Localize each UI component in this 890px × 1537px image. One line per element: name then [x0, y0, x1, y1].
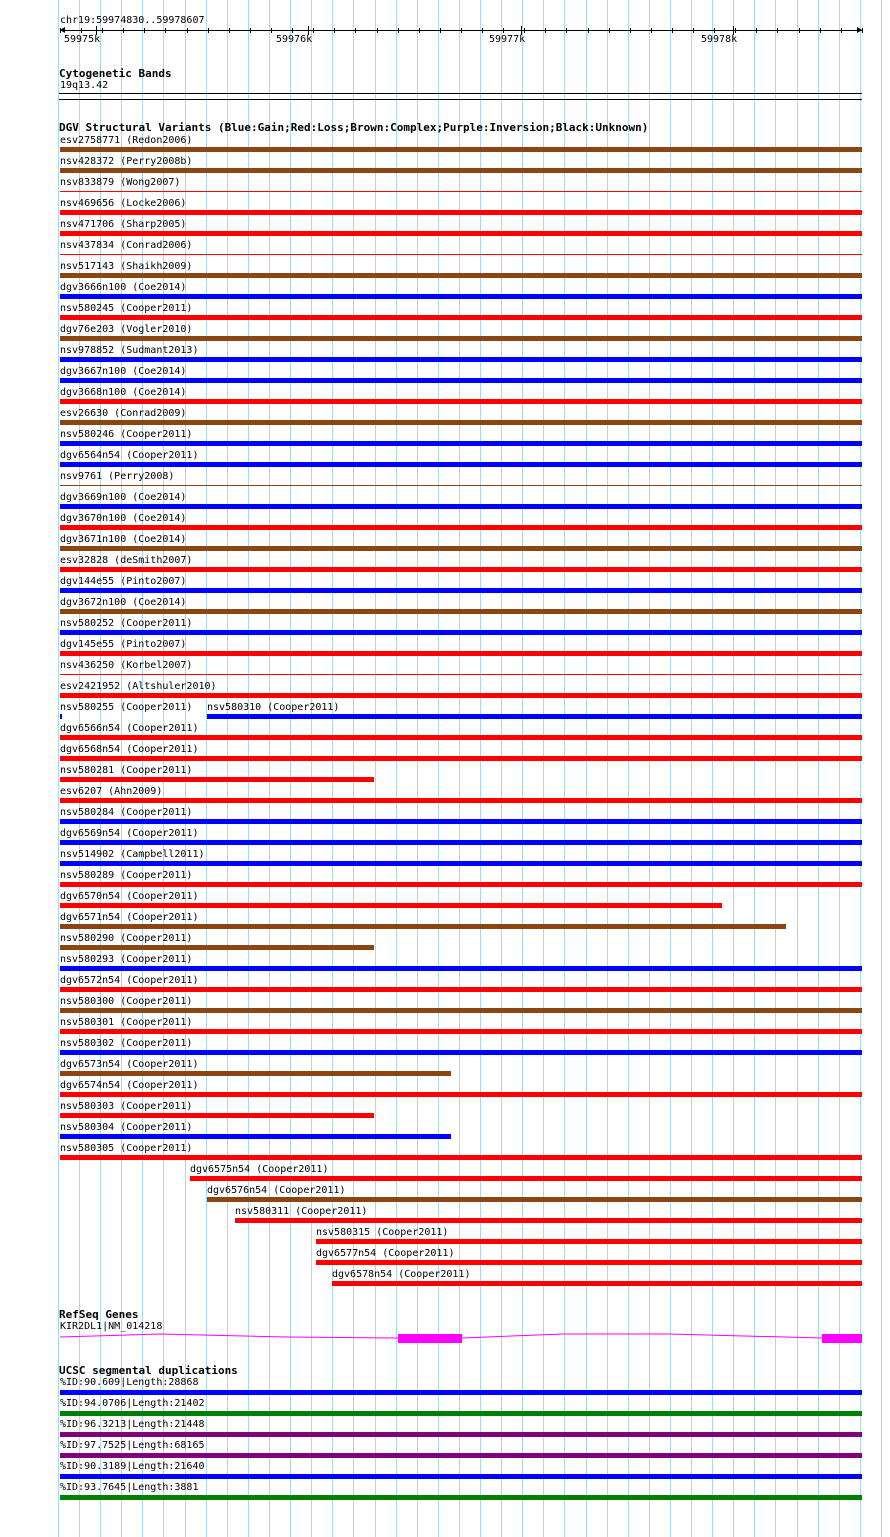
variant-label[interactable]: nsv428372 (Perry2008b) [60, 156, 193, 167]
ruler-minor-tick [524, 28, 525, 33]
variant-label[interactable]: nsv580245 (Cooper2011) [60, 303, 193, 314]
variant-bar[interactable] [60, 147, 862, 152]
ruler-minor-tick [229, 28, 230, 33]
ruler-minor-tick [313, 28, 314, 33]
variant-label[interactable]: dgv3666n100 (Coe2014) [60, 282, 187, 293]
variant-label[interactable]: nsv978852 (Sudmant2013) [60, 345, 199, 356]
variant-bar[interactable] [60, 420, 862, 425]
ruler-minor-tick [545, 28, 546, 33]
variant-bar[interactable] [207, 714, 862, 719]
variant-bar[interactable] [60, 1008, 862, 1013]
variant-bar[interactable] [60, 924, 786, 929]
variant-label[interactable]: dgv6571n54 (Cooper2011) [60, 912, 199, 923]
variant-bar[interactable] [60, 441, 862, 446]
variant-bar[interactable] [60, 756, 862, 761]
variant-label[interactable]: nsv517143 (Shaikh2009) [60, 261, 193, 272]
variant-bar[interactable] [332, 1281, 862, 1286]
variant-label[interactable]: nsv514902 (Campbell2011) [60, 849, 205, 860]
variant-label[interactable]: nsv580303 (Cooper2011) [60, 1101, 193, 1112]
variant-label[interactable]: dgv145e55 (Pinto2007) [60, 639, 187, 650]
ruler-minor-tick [735, 28, 736, 33]
ruler-tick-label: 59976k [276, 34, 313, 45]
ruler-minor-tick [693, 28, 694, 33]
variant-bar[interactable] [60, 1050, 862, 1055]
ruler-tick-label: 59978k [701, 34, 738, 45]
variant-label[interactable]: dgv6578n54 (Cooper2011) [332, 1269, 471, 1280]
variant-bar[interactable] [235, 1218, 862, 1223]
segdup-bar[interactable] [60, 1432, 862, 1437]
variant-bar[interactable] [60, 1134, 451, 1139]
variant-bar[interactable] [60, 273, 862, 278]
variant-label[interactable]: dgv6572n54 (Cooper2011) [60, 975, 199, 986]
variant-bar[interactable] [60, 1155, 862, 1160]
variant-label[interactable]: nsv833879 (Wong2007) [60, 177, 181, 188]
variant-bar[interactable] [60, 357, 862, 362]
ruler-minor-tick [588, 28, 589, 33]
ruler-minor-tick [271, 28, 272, 33]
variant-label[interactable]: dgv6574n54 (Cooper2011) [60, 1080, 199, 1091]
variant-bar[interactable] [60, 294, 862, 299]
ruler-minor-tick [398, 28, 399, 33]
variant-bar[interactable] [60, 945, 374, 950]
variant-bar[interactable] [60, 399, 862, 404]
variant-bar[interactable] [316, 1260, 862, 1265]
variant-bar[interactable] [60, 609, 862, 614]
variant-bar[interactable] [60, 1071, 451, 1076]
ruler-minor-tick [292, 28, 293, 33]
variant-label[interactable]: nsv436250 (Korbel2007) [60, 660, 193, 671]
cytoband-track-title: Cytogenetic Bands [59, 67, 172, 80]
variant-bar[interactable] [60, 588, 862, 593]
variant-label[interactable]: dgv6570n54 (Cooper2011) [60, 891, 199, 902]
variant-bar[interactable] [60, 315, 862, 320]
variant-label[interactable]: dgv3667n100 (Coe2014) [60, 366, 187, 377]
variant-label[interactable]: nsv580246 (Cooper2011) [60, 429, 193, 440]
dgv-track-title: DGV Structural Variants (Blue:Gain;Red:Loss;Brown:Complex;Purple:Inversion;Black:Unknown) [59, 121, 649, 134]
variant-label[interactable]: nsv580293 (Cooper2011) [60, 954, 193, 965]
variant-label[interactable]: dgv3668n100 (Coe2014) [60, 387, 187, 398]
ruler-minor-tick [102, 28, 103, 33]
variant-label[interactable]: dgv76e203 (Vogler2010) [60, 324, 193, 335]
variant-label[interactable]: nsv580304 (Cooper2011) [60, 1122, 193, 1133]
ruler-minor-tick [651, 28, 652, 33]
variant-bar[interactable] [60, 504, 862, 509]
variant-bar[interactable] [60, 903, 722, 908]
ruler-minor-tick [714, 28, 715, 33]
ruler-minor-tick [862, 28, 863, 33]
cytoband-label: 19q13.42 [60, 80, 109, 91]
variant-bar[interactable] [60, 819, 862, 824]
segdup-label[interactable]: %ID:97.7525|Length:68165 [60, 1440, 205, 1451]
variant-bar[interactable] [60, 485, 862, 486]
variant-label[interactable]: dgv6575n54 (Cooper2011) [190, 1164, 329, 1175]
variant-label[interactable]: dgv6576n54 (Cooper2011) [207, 1185, 346, 1196]
ruler-minor-tick [377, 28, 378, 33]
segdup-bar[interactable] [60, 1453, 862, 1458]
variant-bar[interactable] [60, 693, 862, 698]
variant-bar[interactable] [60, 651, 862, 656]
variant-bar[interactable] [60, 1092, 862, 1097]
ruler-tick-label: 59977k [489, 34, 526, 45]
ruler-minor-tick [609, 28, 610, 33]
variant-bar[interactable] [60, 1029, 862, 1034]
ruler-minor-tick [503, 28, 504, 33]
segdup-bar[interactable] [60, 1411, 862, 1416]
variant-label[interactable]: nsv580252 (Cooper2011) [60, 618, 193, 629]
cytoband-line-bottom [59, 99, 862, 100]
variant-label[interactable]: nsv580289 (Cooper2011) [60, 870, 193, 881]
variant-bar[interactable] [60, 462, 862, 467]
variant-label[interactable]: dgv3669n100 (Coe2014) [60, 492, 187, 503]
variant-label[interactable]: esv26630 (Conrad2009) [60, 408, 187, 419]
variant-label[interactable]: nsv580315 (Cooper2011) [316, 1227, 449, 1238]
ruler-minor-tick [355, 28, 356, 33]
variant-label[interactable]: esv32828 (deSmith2007) [60, 555, 193, 566]
variant-label[interactable]: nsv580301 (Cooper2011) [60, 1017, 193, 1028]
ruler-minor-tick [841, 28, 842, 33]
ruler-minor-tick [165, 28, 166, 33]
segdup-bar[interactable] [60, 1474, 862, 1479]
ruler-tick-label: 59975k [64, 34, 101, 45]
variant-label[interactable]: dgv3671n100 (Coe2014) [60, 534, 187, 545]
variant-label[interactable]: nsv580255 (Cooper2011) [60, 702, 193, 713]
variant-label[interactable]: dgv3672n100 (Coe2014) [60, 597, 187, 608]
segdup-label[interactable]: %ID:96.3213|Length:21448 [60, 1419, 205, 1430]
segdup-label[interactable]: %ID:94.0706|Length:21402 [60, 1398, 205, 1409]
variant-label[interactable]: nsv580284 (Cooper2011) [60, 807, 193, 818]
variant-bar[interactable] [60, 987, 862, 992]
ruler-minor-tick [81, 28, 82, 33]
ruler-minor-tick [144, 28, 145, 33]
variant-bar[interactable] [60, 714, 62, 719]
variant-label[interactable]: dgv6564n54 (Cooper2011) [60, 450, 199, 461]
variant-bar[interactable] [60, 882, 862, 887]
cytoband-line-top [59, 93, 862, 94]
variant-label[interactable]: nsv580302 (Cooper2011) [60, 1038, 193, 1049]
variant-label[interactable]: nsv580290 (Cooper2011) [60, 933, 193, 944]
variant-bar[interactable] [60, 546, 862, 551]
segdup-bar[interactable] [60, 1495, 862, 1500]
variant-label[interactable]: dgv6566n54 (Cooper2011) [60, 723, 199, 734]
ruler-minor-tick [630, 28, 631, 33]
segdup-bar[interactable] [60, 1390, 862, 1395]
variant-label[interactable]: nsv580281 (Cooper2011) [60, 765, 193, 776]
variant-label[interactable]: dgv3670n100 (Coe2014) [60, 513, 187, 524]
ruler-minor-tick [250, 28, 251, 33]
variant-bar[interactable] [60, 840, 862, 845]
variant-label[interactable]: nsv469656 (Locke2006) [60, 198, 187, 209]
variant-bar[interactable] [60, 567, 862, 572]
variant-label[interactable]: dgv6577n54 (Cooper2011) [316, 1248, 455, 1259]
segdup-track-title: UCSC segmental duplications [59, 1364, 238, 1377]
ruler-left-arrow [60, 27, 65, 33]
ruler-minor-tick [334, 28, 335, 33]
ruler-minor-tick [440, 28, 441, 33]
ruler-minor-tick [482, 28, 483, 33]
variant-bar[interactable] [60, 674, 862, 675]
variant-bar[interactable] [60, 254, 862, 255]
ruler-minor-tick [777, 28, 778, 33]
variant-label[interactable]: nsv580300 (Cooper2011) [60, 996, 193, 1007]
variant-bar[interactable] [60, 798, 862, 803]
gene-label[interactable]: KIR2DL1|NM_014218 [60, 1321, 163, 1332]
variant-bar[interactable] [60, 525, 862, 530]
ruler-minor-tick [799, 28, 800, 33]
variant-bar[interactable] [190, 1176, 862, 1181]
variant-label[interactable]: dgv6573n54 (Cooper2011) [60, 1059, 199, 1070]
variant-label[interactable]: dgv6569n54 (Cooper2011) [60, 828, 199, 839]
variant-label[interactable]: nsv471706 (Sharp2005) [60, 219, 187, 230]
segdup-label[interactable]: %ID:90.3189|Length:21640 [60, 1461, 205, 1472]
variant-bar[interactable] [60, 231, 862, 236]
refseq-track-title: RefSeq Genes [59, 1308, 139, 1321]
ruler-minor-tick [672, 28, 673, 33]
variant-bar[interactable] [60, 966, 862, 971]
variant-label[interactable]: nsv580310 (Cooper2011) [207, 702, 340, 713]
variant-bar[interactable] [316, 1239, 862, 1244]
variant-bar[interactable] [60, 1113, 374, 1118]
ruler-minor-tick [419, 28, 420, 33]
gene-exon[interactable] [822, 1334, 862, 1343]
variant-bar[interactable] [60, 630, 862, 635]
gene-exon[interactable] [398, 1334, 462, 1343]
ruler-minor-tick [820, 28, 821, 33]
ruler-minor-tick [566, 28, 567, 33]
variant-bar[interactable] [207, 1197, 862, 1202]
ruler-right-arrow [857, 27, 862, 33]
variant-label[interactable]: esv6207 (Ahn2009) [60, 786, 163, 797]
variant-bar[interactable] [60, 168, 862, 173]
segdup-label[interactable]: %ID:93.7645|Length:3881 [60, 1482, 199, 1493]
variant-label[interactable]: nsv580305 (Cooper2011) [60, 1143, 193, 1154]
ruler-minor-tick [187, 28, 188, 33]
variant-label[interactable]: nsv9761 (Perry2008) [60, 471, 175, 482]
variant-label[interactable]: esv2421952 (Altshuler2010) [60, 681, 217, 692]
ruler-minor-tick [123, 28, 124, 33]
ruler-minor-tick [461, 28, 462, 33]
variant-bar[interactable] [60, 861, 862, 866]
variant-label[interactable]: nsv437834 (Conrad2006) [60, 240, 193, 251]
ruler-minor-tick [208, 28, 209, 33]
variant-bar[interactable] [60, 735, 862, 740]
variant-bar[interactable] [60, 777, 374, 782]
segdup-label[interactable]: %ID:90.609|Length:28868 [60, 1377, 199, 1388]
variant-bar[interactable] [60, 191, 862, 192]
variant-label[interactable]: dgv144e55 (Pinto2007) [60, 576, 187, 587]
variant-label[interactable]: nsv580311 (Cooper2011) [235, 1206, 368, 1217]
genome-position: chr19:59974830..59978607 [60, 15, 205, 26]
variant-bar[interactable] [60, 378, 862, 383]
variant-bar[interactable] [60, 210, 862, 215]
ruler-minor-tick [756, 28, 757, 33]
variant-label[interactable]: dgv6568n54 (Cooper2011) [60, 744, 199, 755]
variant-label[interactable]: esv2758771 (Redon2006) [60, 135, 193, 146]
variant-bar[interactable] [60, 336, 862, 341]
